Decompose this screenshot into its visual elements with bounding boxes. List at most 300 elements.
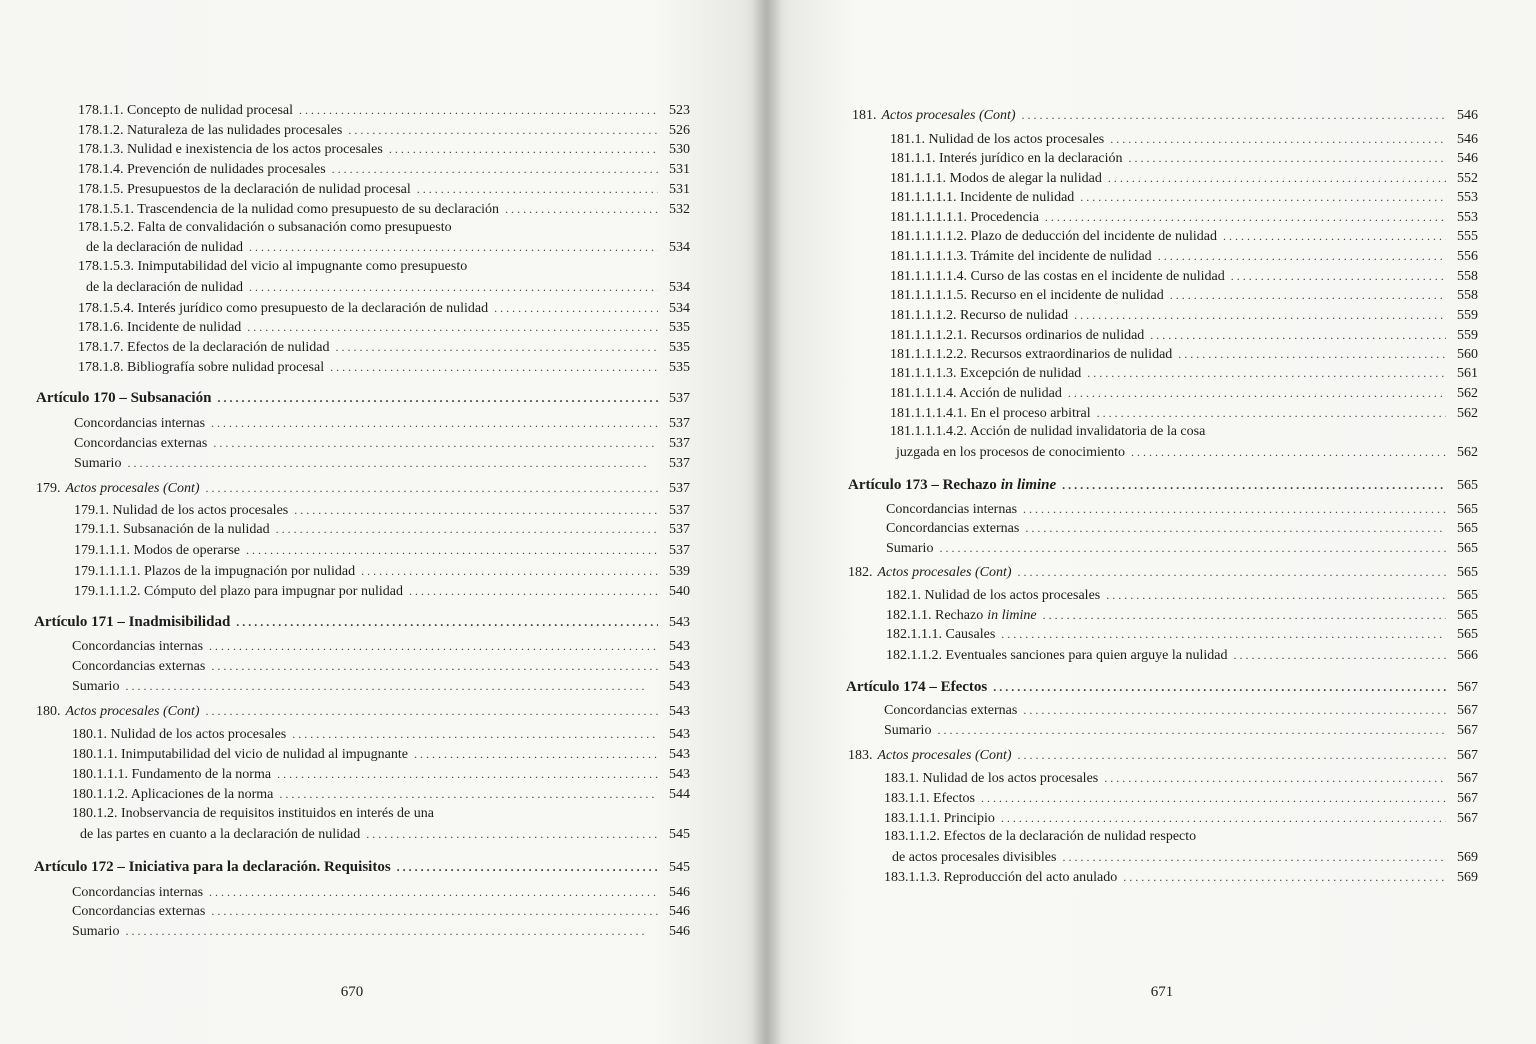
toc-entry [852, 105, 1478, 125]
toc-entry [74, 540, 690, 560]
toc-entry-title [36, 702, 200, 722]
toc-entry-page: 566 [1457, 648, 1478, 663]
toc-entry [886, 585, 1478, 605]
toc-entry-text: 178.1.5.2. Falta de convalidación o subsanación como presupuesto [78, 220, 452, 235]
toc-entry [80, 824, 690, 844]
toc-entry [74, 433, 690, 453]
toc-entry [886, 624, 1478, 644]
toc-entry-title [890, 208, 1039, 228]
toc-entry-text: Artículo 172 – Iniciativa para la declaración. Requisitos [34, 859, 391, 875]
dot-leader [211, 656, 658, 676]
toc-entry-page: 543 [669, 727, 690, 742]
toc-entry [886, 538, 1478, 558]
toc-entry-page: 555 [1457, 229, 1478, 244]
dot-leader [211, 413, 658, 433]
toc-entry-text: 181.1.1.1.2.1. Recursos ordinarios de nulidad [890, 328, 1145, 343]
toc-entry-title [72, 677, 119, 697]
dot-leader [494, 298, 658, 318]
dot-leader [249, 277, 658, 297]
toc-entry-title [890, 326, 1144, 346]
toc-entry-title [890, 149, 1122, 169]
dot-leader [1097, 403, 1446, 423]
toc-entry-page: 543 [669, 747, 690, 762]
toc-entry-title [78, 318, 241, 338]
toc-entry-page: 565 [1457, 565, 1478, 580]
toc-entry-text: juzgada en los procesos de conocimiento [896, 445, 1125, 460]
toc-entry [890, 129, 1478, 149]
toc-entry [86, 277, 690, 297]
toc-entry-page: 562 [1457, 406, 1478, 421]
toc-entry-title [890, 188, 1074, 208]
toc-entry-title [72, 745, 408, 765]
toc-entry-title [72, 804, 434, 824]
toc-entry [896, 442, 1478, 462]
toc-entry-text: 178.1.7. Efectos de la declaración de nulidad [78, 340, 330, 355]
toc-entry-text: 178.1.8. Bibliografía sobre nulidad procesal [78, 360, 325, 375]
dot-leader [1018, 745, 1446, 765]
toc-entry-page: 553 [1457, 190, 1478, 205]
toc-entry-text: 181.1.1.1.2. Recurso de nulidad [890, 308, 1069, 323]
dot-leader [330, 357, 658, 377]
toc-entry-text: 178.1.5. Presupuestos de la declaración de nulidad procesal [78, 182, 411, 197]
toc-entry-text: 181.1.1. Interés jurídico en la declaración [890, 151, 1123, 166]
toc-entry-title [72, 637, 203, 657]
dot-leader [127, 453, 658, 473]
toc-entry-text: Sumario [884, 723, 932, 738]
toc-entry [890, 187, 1478, 207]
toc-entry-text: de las partes en cuanto a la declaración de nulidad [80, 827, 361, 842]
toc-entry-number: 183. [848, 748, 873, 763]
toc-entry [72, 656, 690, 676]
toc-entry-title [884, 868, 1117, 888]
toc-entry-text: Sumario [72, 924, 120, 939]
toc-entry [890, 403, 1478, 423]
toc-entry-italic: in limine [1000, 477, 1057, 493]
dot-leader [1128, 148, 1446, 168]
toc-entry-text: 181.1.1.1.4. Acción de nulidad [890, 386, 1062, 401]
dot-leader [361, 561, 658, 581]
toc-entry-text: 183.1.1.1. Principio [884, 811, 995, 826]
toc-entry [78, 257, 690, 277]
dot-leader [417, 179, 658, 199]
toc-entry [34, 857, 690, 877]
toc-entry-title [78, 200, 499, 220]
toc-entry-title [78, 218, 452, 238]
toc-entry-page: 535 [669, 340, 690, 355]
toc-entry-title [890, 286, 1164, 306]
toc-entry-text: 181.1.1.1.1.4. Curso de las costas en el incidente de nulidad [890, 269, 1225, 284]
toc-entry [78, 317, 690, 337]
dot-leader [1223, 226, 1446, 246]
toc-entry [72, 744, 690, 764]
toc-entry [890, 285, 1478, 305]
toc-entry [74, 561, 690, 581]
toc-entry-text: Actos procesales (Cont) [877, 748, 1012, 763]
toc-entry-page: 565 [1457, 627, 1478, 642]
right-page [766, 0, 1536, 1044]
toc-entry-text: 179.1. Nulidad de los actos procesales [74, 503, 289, 518]
toc-entry [884, 827, 1478, 847]
dot-leader [348, 120, 658, 140]
dot-leader [276, 519, 658, 539]
toc-entry [72, 676, 690, 696]
dot-leader [1043, 605, 1446, 625]
toc-entry-text: 179.1.1.1. Modos de operarse [74, 543, 241, 558]
dot-leader [292, 724, 658, 744]
toc-entry-page: 567 [1457, 791, 1478, 806]
toc-entry-text: Sumario [886, 541, 934, 556]
toc-entry [78, 337, 690, 357]
toc-entry [848, 562, 1478, 582]
dot-leader [1110, 129, 1446, 149]
toc-entry-title [848, 746, 1012, 766]
toc-entry-page: 534 [669, 280, 690, 295]
toc-entry-title [848, 563, 1012, 583]
toc-entry-text: 183.1.1.2. Efectos de la declaración de nulidad respecto [884, 829, 1197, 844]
toc-entry-page: 530 [669, 142, 690, 157]
toc-entry [34, 612, 690, 632]
toc-entry-page: 537 [669, 416, 690, 431]
toc-entry-page: 546 [1457, 151, 1478, 166]
toc-entry [78, 100, 690, 120]
toc-entry-page: 569 [1457, 850, 1478, 865]
dot-leader [409, 581, 658, 601]
toc-entry [890, 363, 1478, 383]
toc-entry-title [892, 848, 1056, 868]
toc-entry-title [890, 130, 1104, 150]
dot-leader [1023, 499, 1446, 519]
toc-entry-page: 558 [1457, 269, 1478, 284]
dot-leader [213, 433, 658, 453]
toc-entry-text: 181.1.1.1.1.5. Recurso en el incidente de nulidad [890, 288, 1164, 303]
toc-entry-text: Concordancias externas [72, 904, 206, 919]
toc-entry-page: 537 [669, 503, 690, 518]
toc-entry-text: 180.1.2. Inobservancia de requisitos instituidos en interés de una [72, 806, 434, 821]
toc-entry-text: 179.1.1.1.1. Plazos de la impugnación por nulidad [74, 564, 356, 579]
toc-entry-title [846, 677, 987, 697]
toc-entry-title [886, 539, 933, 559]
dot-leader [249, 237, 658, 257]
toc-entry [74, 453, 690, 473]
toc-entry [848, 475, 1478, 495]
toc-entry [890, 148, 1478, 168]
dot-leader [1062, 847, 1446, 867]
dot-leader [246, 540, 658, 560]
toc-entry-title [80, 825, 360, 845]
toc-entry [78, 357, 690, 377]
toc-entry-text: 181.1.1.1.1. Incidente de nulidad [890, 190, 1075, 205]
toc-entry-title [884, 701, 1017, 721]
toc-entry-text: 181.1.1.1.3. Excepción de nulidad [890, 366, 1082, 381]
toc-entry-title [890, 345, 1172, 365]
toc-entry-page: 559 [1457, 328, 1478, 343]
toc-entry-page: 531 [669, 182, 690, 197]
toc-entry-title [78, 101, 293, 121]
toc-entry-page: 531 [669, 162, 690, 177]
toc-entry [890, 168, 1478, 188]
toc-entry-text: de la declaración de nulidad [86, 240, 244, 255]
toc-entry-page: 543 [669, 615, 690, 630]
dot-leader [1062, 475, 1446, 495]
toc-entry-text: Concordancias internas [74, 416, 206, 431]
dot-leader [1023, 700, 1446, 720]
toc-entry-text: Actos procesales (Cont) [877, 565, 1012, 580]
toc-entry-text: 181.1.1.1.4.2. Acción de nulidad invalidatoria de la cosa [890, 424, 1206, 439]
toc-entry-text: 179.1.1. Subsanación de la nulidad [74, 522, 270, 537]
toc-entry-text: 178.1.6. Incidente de nulidad [78, 320, 242, 335]
toc-entry [78, 139, 690, 159]
toc-entry-page: 560 [1457, 347, 1478, 362]
toc-entry [886, 518, 1478, 538]
dot-leader [206, 701, 658, 721]
toc-entry-title [886, 586, 1100, 606]
toc-entry-page: 543 [669, 704, 690, 719]
dot-leader [414, 744, 658, 764]
dot-leader [277, 764, 658, 784]
toc-entry [72, 636, 690, 656]
toc-entry-title [848, 475, 1056, 495]
toc-entry [890, 246, 1478, 266]
toc-entry-title [890, 169, 1102, 189]
toc-entry-text: Sumario [72, 679, 120, 694]
toc-entry [72, 921, 690, 941]
dot-leader [217, 388, 658, 408]
toc-entry-text: 178.1.4. Prevención de nulidades procesales [78, 162, 326, 177]
dot-leader [209, 882, 658, 902]
dot-leader [366, 824, 658, 844]
toc-entry [72, 784, 690, 804]
toc-entry-title [78, 299, 488, 319]
toc-entry-title [78, 180, 411, 200]
toc-entry [36, 388, 690, 408]
toc-entry-title [884, 827, 1196, 847]
toc-entry-page: 543 [669, 659, 690, 674]
toc-entry-page: 565 [1457, 541, 1478, 556]
toc-entry-text: 182.1. Nulidad de los actos procesales [886, 588, 1101, 603]
toc-entry-text: 180.1.1.2. Aplicaciones de la norma [72, 787, 274, 802]
toc-entry [884, 700, 1478, 720]
toc-entry [78, 199, 690, 219]
toc-entry-title [886, 646, 1227, 666]
toc-entry [848, 745, 1478, 765]
toc-entry-page: 537 [669, 391, 690, 406]
toc-entry-page: 537 [669, 456, 690, 471]
toc-entry-text: 178.1.3. Nulidad e inexistencia de los actos procesales [78, 142, 383, 157]
dot-leader [209, 636, 658, 656]
toc-entry-number: 180. [36, 704, 61, 719]
dot-leader [1068, 383, 1446, 403]
toc-entry [74, 519, 690, 539]
toc-entry-page: 561 [1457, 366, 1478, 381]
dot-leader [981, 788, 1446, 808]
dot-leader [299, 100, 658, 120]
toc-entry-page: 562 [1457, 386, 1478, 401]
toc-entry [886, 645, 1478, 665]
toc-entry-title [36, 479, 200, 499]
toc-entry-title [886, 625, 995, 645]
toc-entry-text: 178.1.5.1. Trascendencia de la nulidad como presupuesto de su declaración [78, 202, 500, 217]
dot-leader [1018, 562, 1446, 582]
toc-entry-title [72, 922, 119, 942]
dot-leader [336, 337, 658, 357]
toc-entry-title [72, 902, 205, 922]
toc-entry-page: 559 [1457, 308, 1478, 323]
toc-entry-page: 532 [669, 202, 690, 217]
toc-entry-page: 553 [1457, 210, 1478, 225]
dot-leader [1108, 168, 1446, 188]
toc-entry-page: 567 [1457, 771, 1478, 786]
toc-entry-text: 183.1.1.3. Reproducción del acto anulado [884, 870, 1118, 885]
toc-entry-title [78, 338, 330, 358]
toc-entry [890, 325, 1478, 345]
toc-entry-title [78, 121, 342, 141]
toc-entry-text: 182.1.1.2. Eventuales sanciones para quien arguye la nulidad [886, 648, 1228, 663]
toc-entry [890, 305, 1478, 325]
toc-entry-page: 565 [1457, 588, 1478, 603]
dot-leader [247, 317, 658, 337]
toc-entry-title [36, 388, 211, 408]
toc-entry-page: 543 [669, 679, 690, 694]
toc-entry-page: 546 [669, 885, 690, 900]
toc-entry [890, 207, 1478, 227]
toc-entry-title [74, 501, 288, 521]
toc-entry-page: 562 [1457, 445, 1478, 460]
toc-entry [886, 605, 1478, 625]
toc-entry-title [74, 434, 207, 454]
toc-entry-text: 180.1. Nulidad de los actos procesales [72, 727, 287, 742]
toc-entry-text: Concordancias internas [72, 639, 204, 654]
dot-leader [1158, 246, 1446, 266]
toc-entry-title [74, 582, 403, 602]
toc-entry-page: 546 [1457, 132, 1478, 147]
dot-leader [279, 784, 658, 804]
toc-entry-title [34, 857, 391, 877]
toc-entry-page: 567 [1457, 723, 1478, 738]
page-number-left: 670 [340, 984, 364, 1000]
toc-entry-page: 526 [669, 123, 690, 138]
toc-entry-text: 183.1.1. Efectos [884, 791, 975, 806]
toc-entry [890, 344, 1478, 364]
toc-entry-page: 552 [1457, 171, 1478, 186]
toc-entry [72, 764, 690, 784]
toc-entry-page: 539 [669, 564, 690, 579]
toc-entry-title [74, 454, 121, 474]
toc-entry-title [890, 267, 1225, 287]
toc-entry-page: 545 [669, 827, 690, 842]
toc-entry-page: 544 [669, 787, 690, 802]
toc-entry [884, 768, 1478, 788]
dot-leader [1074, 305, 1446, 325]
toc-entry-text: Artículo 173 – Rechazo [848, 477, 997, 493]
toc-entry-page: 556 [1457, 249, 1478, 264]
toc-entry [74, 413, 690, 433]
toc-entry-text: Actos procesales (Cont) [65, 704, 200, 719]
toc-entry-text: 180.1.1. Inimputabilidad del vicio de nulidad al impugnante [72, 747, 408, 762]
dot-leader [1150, 325, 1446, 345]
toc-entry-page: 534 [669, 301, 690, 316]
toc-entry [884, 788, 1478, 808]
toc-entry-text: 182.1.1. Rechazo [886, 608, 984, 623]
dot-leader [939, 538, 1446, 558]
toc-entry-title [890, 306, 1068, 326]
toc-entry [884, 808, 1478, 828]
toc-entry-page: 565 [1457, 478, 1478, 493]
dot-leader [993, 677, 1446, 697]
dot-leader [1106, 585, 1446, 605]
toc-entry-title [852, 106, 1016, 126]
toc-entry-title [86, 238, 243, 258]
toc-entry-title [34, 612, 230, 632]
dot-leader [1001, 808, 1446, 828]
toc-entry-text: Artículo 171 – Inadmisibilidad [34, 614, 231, 630]
toc-entry [86, 237, 690, 257]
dot-leader [1022, 105, 1446, 125]
toc-entry-title [884, 721, 931, 741]
toc-entry-text: 181.1. Nulidad de los actos procesales [890, 132, 1105, 147]
toc-entry-page: 537 [669, 522, 690, 537]
toc-entry-page: 565 [1457, 608, 1478, 623]
toc-entry [74, 581, 690, 601]
dot-leader [1087, 363, 1446, 383]
toc-entry-title [74, 520, 270, 540]
toc-entry [72, 882, 690, 902]
toc-entry-text: Concordancias externas [886, 521, 1020, 536]
toc-entry-title [78, 140, 383, 160]
toc-entry-text: 181.1.1.1.2.2. Recursos extraordinarios de nulidad [890, 347, 1173, 362]
toc-entry-text: Artículo 170 – Subsanación [36, 390, 212, 406]
toc-entry [72, 724, 690, 744]
toc-entry-number: 182. [848, 565, 873, 580]
toc-entry-title [78, 160, 326, 180]
dot-leader [1233, 645, 1446, 665]
toc-entry-page: 567 [1457, 811, 1478, 826]
toc-entry-number: 179. [36, 481, 61, 496]
toc-entry-title [74, 562, 355, 582]
toc-entry-title [886, 500, 1017, 520]
toc-entry-title [890, 384, 1062, 404]
toc-entry-text: Artículo 174 – Efectos [846, 679, 988, 695]
toc-entry-page: 537 [669, 481, 690, 496]
toc-entry-text: 181.1.1.1.1.2. Plazo de deducción del incidente de nulidad [890, 229, 1217, 244]
toc-entry-text: Concordancias internas [72, 885, 204, 900]
toc-entry-text: Sumario [74, 456, 122, 471]
toc-entry-title [890, 404, 1091, 424]
dot-leader [294, 500, 658, 520]
toc-entry-page: 523 [669, 103, 690, 118]
toc-entry [890, 422, 1478, 442]
toc-entry-text: Actos procesales (Cont) [881, 108, 1016, 123]
toc-entry [78, 179, 690, 199]
toc-entry-page: 567 [1457, 703, 1478, 718]
toc-entry-title [886, 519, 1019, 539]
toc-entry-page: 537 [669, 436, 690, 451]
toc-entry-title [72, 785, 273, 805]
dot-leader [1170, 285, 1446, 305]
dot-leader [1025, 518, 1446, 538]
toc-entry [78, 120, 690, 140]
toc-entry-italic: in limine [987, 608, 1037, 623]
toc-entry [78, 159, 690, 179]
toc-entry-text: Actos procesales (Cont) [65, 481, 200, 496]
toc-entry-text: 178.1.2. Naturaleza de las nulidades procesales [78, 123, 343, 138]
toc-entry [890, 226, 1478, 246]
toc-entry-title [78, 257, 467, 277]
dot-leader [1123, 867, 1446, 887]
toc-entry-page: 546 [669, 904, 690, 919]
toc-entry-text: Concordancias externas [884, 703, 1018, 718]
toc-entry-page: 535 [669, 320, 690, 335]
toc-entry-text: de actos procesales divisibles [892, 850, 1057, 865]
